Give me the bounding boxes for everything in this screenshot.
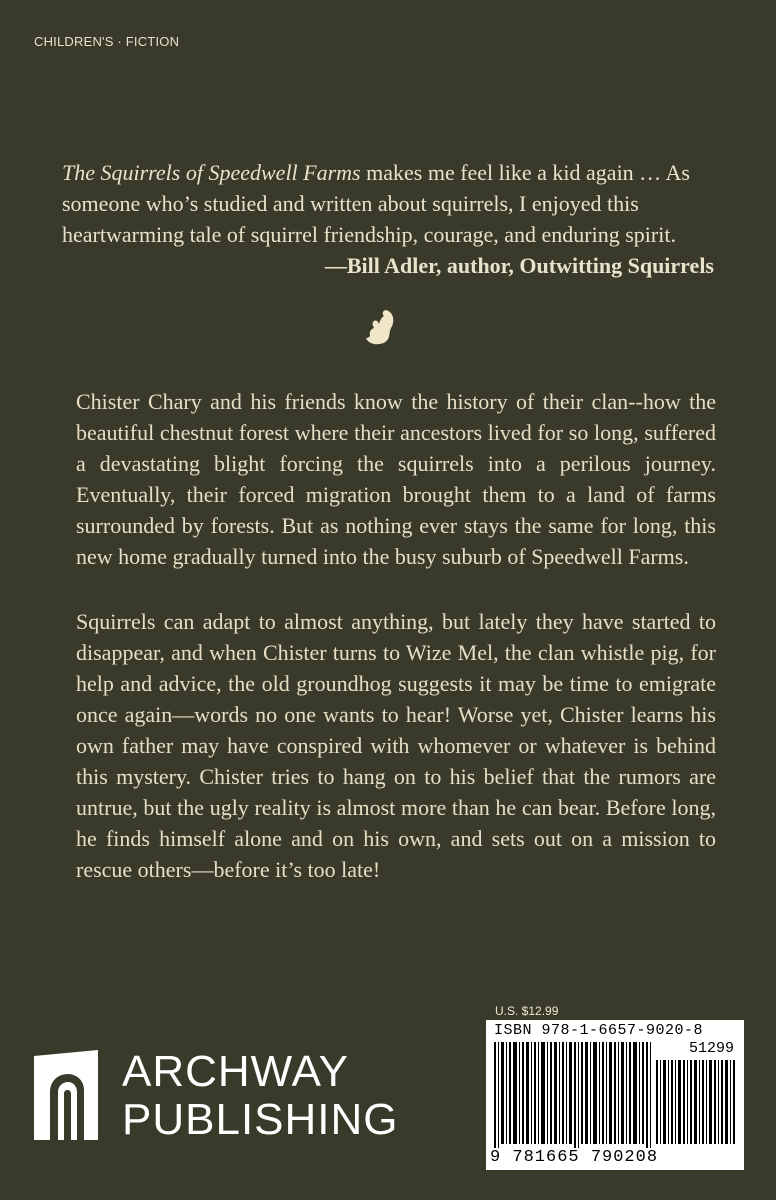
squirrel-icon	[364, 308, 396, 348]
quote-book-title: The Squirrels of Speedwell Farms	[62, 160, 361, 185]
archway-logo-icon	[34, 1050, 104, 1140]
isbn-number: ISBN 978-1-6657-9020-8	[494, 1022, 704, 1039]
price-code: 51299	[688, 1040, 734, 1057]
publisher-logo-text	[122, 1048, 399, 1144]
quote-text: makes me feel like a kid again … As someone who’s studied and written about squirrels, I enjoyed this heartwarming tale of squirrel friendship, courage, and enduring spirit.	[62, 160, 690, 247]
publisher-line2: PUBLISHING	[122, 1095, 399, 1144]
endorsement-quote	[62, 157, 722, 281]
category-label: CHILDREN'S · FICTION	[34, 34, 180, 49]
quote-attribution: —Bill Adler, author, Outwitting Squirrels	[324, 253, 714, 278]
blurb-paragraph-1: Chister Chary and his friends know the history of their clan--how the beautiful chestnut forest where their ancestors lived for so long, suffered a devastating blight forcing the squirrels into a perilous journey. Eventually, their forced migration brought them to a land of farms surrounded by forests. But as nothing ever stays the same for long, this new home gradually turned into the busy suburb of Speedwell Farms.	[76, 389, 716, 569]
blurb-paragraph-2: Squirrels can adapt to almost anything, but lately they have started to disappear, and when Chister turns to Wize Mel, the clan whistle pig, for help and advice, the old groundhog suggests it may be time to emigrate once again—words no one wants to hear! Worse yet, Chister learns his own father may have conspired with whomever or whatever is behind this mystery. Chister tries to hang on to his belief that the rumors are untrue, but the ugly reality is almost more than he can bear. Before long, he finds himself alone and on his own, and sets out on a mission to rescue others—before it’s too late!	[76, 609, 716, 882]
price-label: U.S. $12.99	[495, 1004, 559, 1018]
publisher-line1: ARCHWAY	[122, 1047, 349, 1096]
isbn-barcode	[486, 1020, 744, 1170]
ean-number: 9 781665 790208	[490, 1148, 659, 1167]
